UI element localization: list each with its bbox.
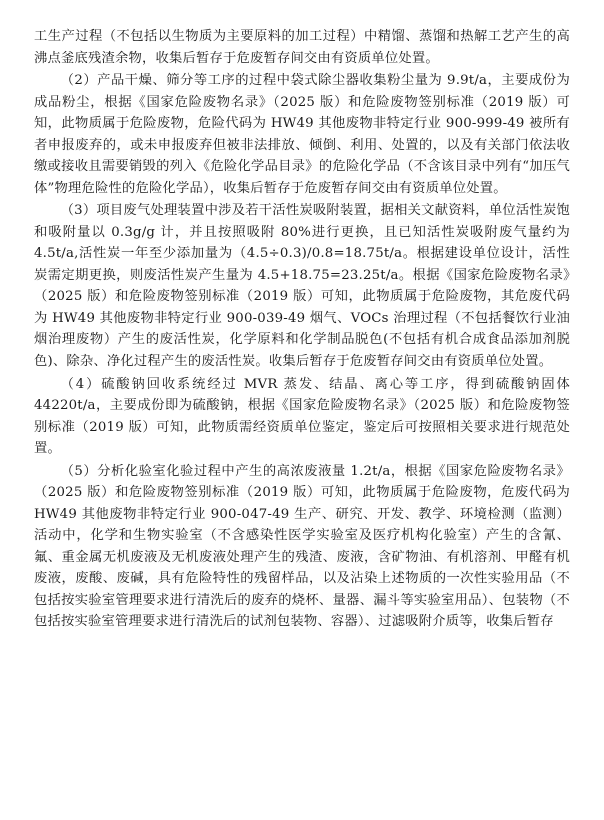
paragraph-item-3: （3）项目废气处理装置中涉及若干活性炭吸附装置，据相关文献资料，单位活性炭饱和吸附量以 0.3g/g 计，并且按照吸附 80%进行更换，且已知活性炭吸附废气量约为 4.5t/a,活性炭一年至少添加量为（4.5÷0.3)/0.8=18.75t/a。根据建设单位设计，活性炭需定期更换，则废活性炭产生量为 4.5+18.75=23.25t/a。根据《国家危险废物名录》（2025 版）和危险废物签别标准（2019 版）可知，此物质属于危险废物，其危废代码为 HW49 其他废物非特定行业 900-039-49 烟气、VOCs 治理过程（不包括餐饮行业油烟治理废物）产生的废活性炭，化学原料和化学制品脱色(不包括有机合成食品添加剂脱色)、除杂、净化过程产生的废活性炭。收集后暂存于危废暂存间交由有资质单位处置。 bbox=[34, 203, 570, 369]
document-body bbox=[34, 26, 570, 633]
paragraph-item-4: （4）硫酸钠回收系统经过 MVR 蒸发、结晶、离心等工序，得到硫酸钠固体 44220t/a，主要成份即为硫酸钠，根据《国家危险废物名录》（2025 版）和危险废物签别标准（2019 版）可知，此物质需经资质单位鉴定，鉴定后可按照相关要求进行规范处置。 bbox=[34, 376, 570, 457]
paragraph-item-5: （5）分析化验室化验过程中产生的高浓废液量 1.2t/a，根据《国家危险废物名录》（2025 版）和危险废物签别标准（2019 版）可知，此物质属于危险废物，危废代码为 HW49 其他废物非特定行业 900-047-49 生产、研究、开发、教学、环境检测（监测）活动中，化学和生物实验室（不含感染性医学实验室及医疗机构化验室）产生的含氰、氟、重金属无机废液及无机废液处理产生的残渣、废液，含矿物油、有机溶剂、甲醛有机废液，废酸、废碱，具有危险特性的残留样品，以及沾染上述物质的一次性实验用品（不包括按实验室管理要求进行清洗后的废弃的烧杯、量器、漏斗等实验室用品）、包装物（不包括按实验室管理要求进行清洗后的试剂包装物、容器）、过滤吸附介质等，收集后暂存 bbox=[34, 463, 570, 630]
paragraph-continued: 工生产过程（不包括以生物质为主要原料的加工过程）中精馏、蒸馏和热解工艺产生的高沸点釜底残渣余物，收集后暂存于危废暂存间交由有资质单位处置。 bbox=[34, 29, 570, 66]
paragraph-item-2: （2）产品干燥、筛分等工序的过程中袋式除尘器收集粉尘量为 9.9t/a，主要成份为成品粉尘，根据《国家危险废物名录》（2025 版）和危险废物签别标准（2019 版）可知，此物质属于危险废物，危险代码为 HW49 其他废物非特定行业 900-999-49 被所有者申报废弃的，或未申报废弃但被非法排放、倾倒、利用、处置的，以及有关部门依法收缴或接收且需要销毁的列入《危险化学品目录》的危险化学品（不含该目录中列有“加压气体”物理危险性的危险化学品），收集后暂存于危废暂存间交由有资质单位处置。 bbox=[34, 73, 570, 196]
